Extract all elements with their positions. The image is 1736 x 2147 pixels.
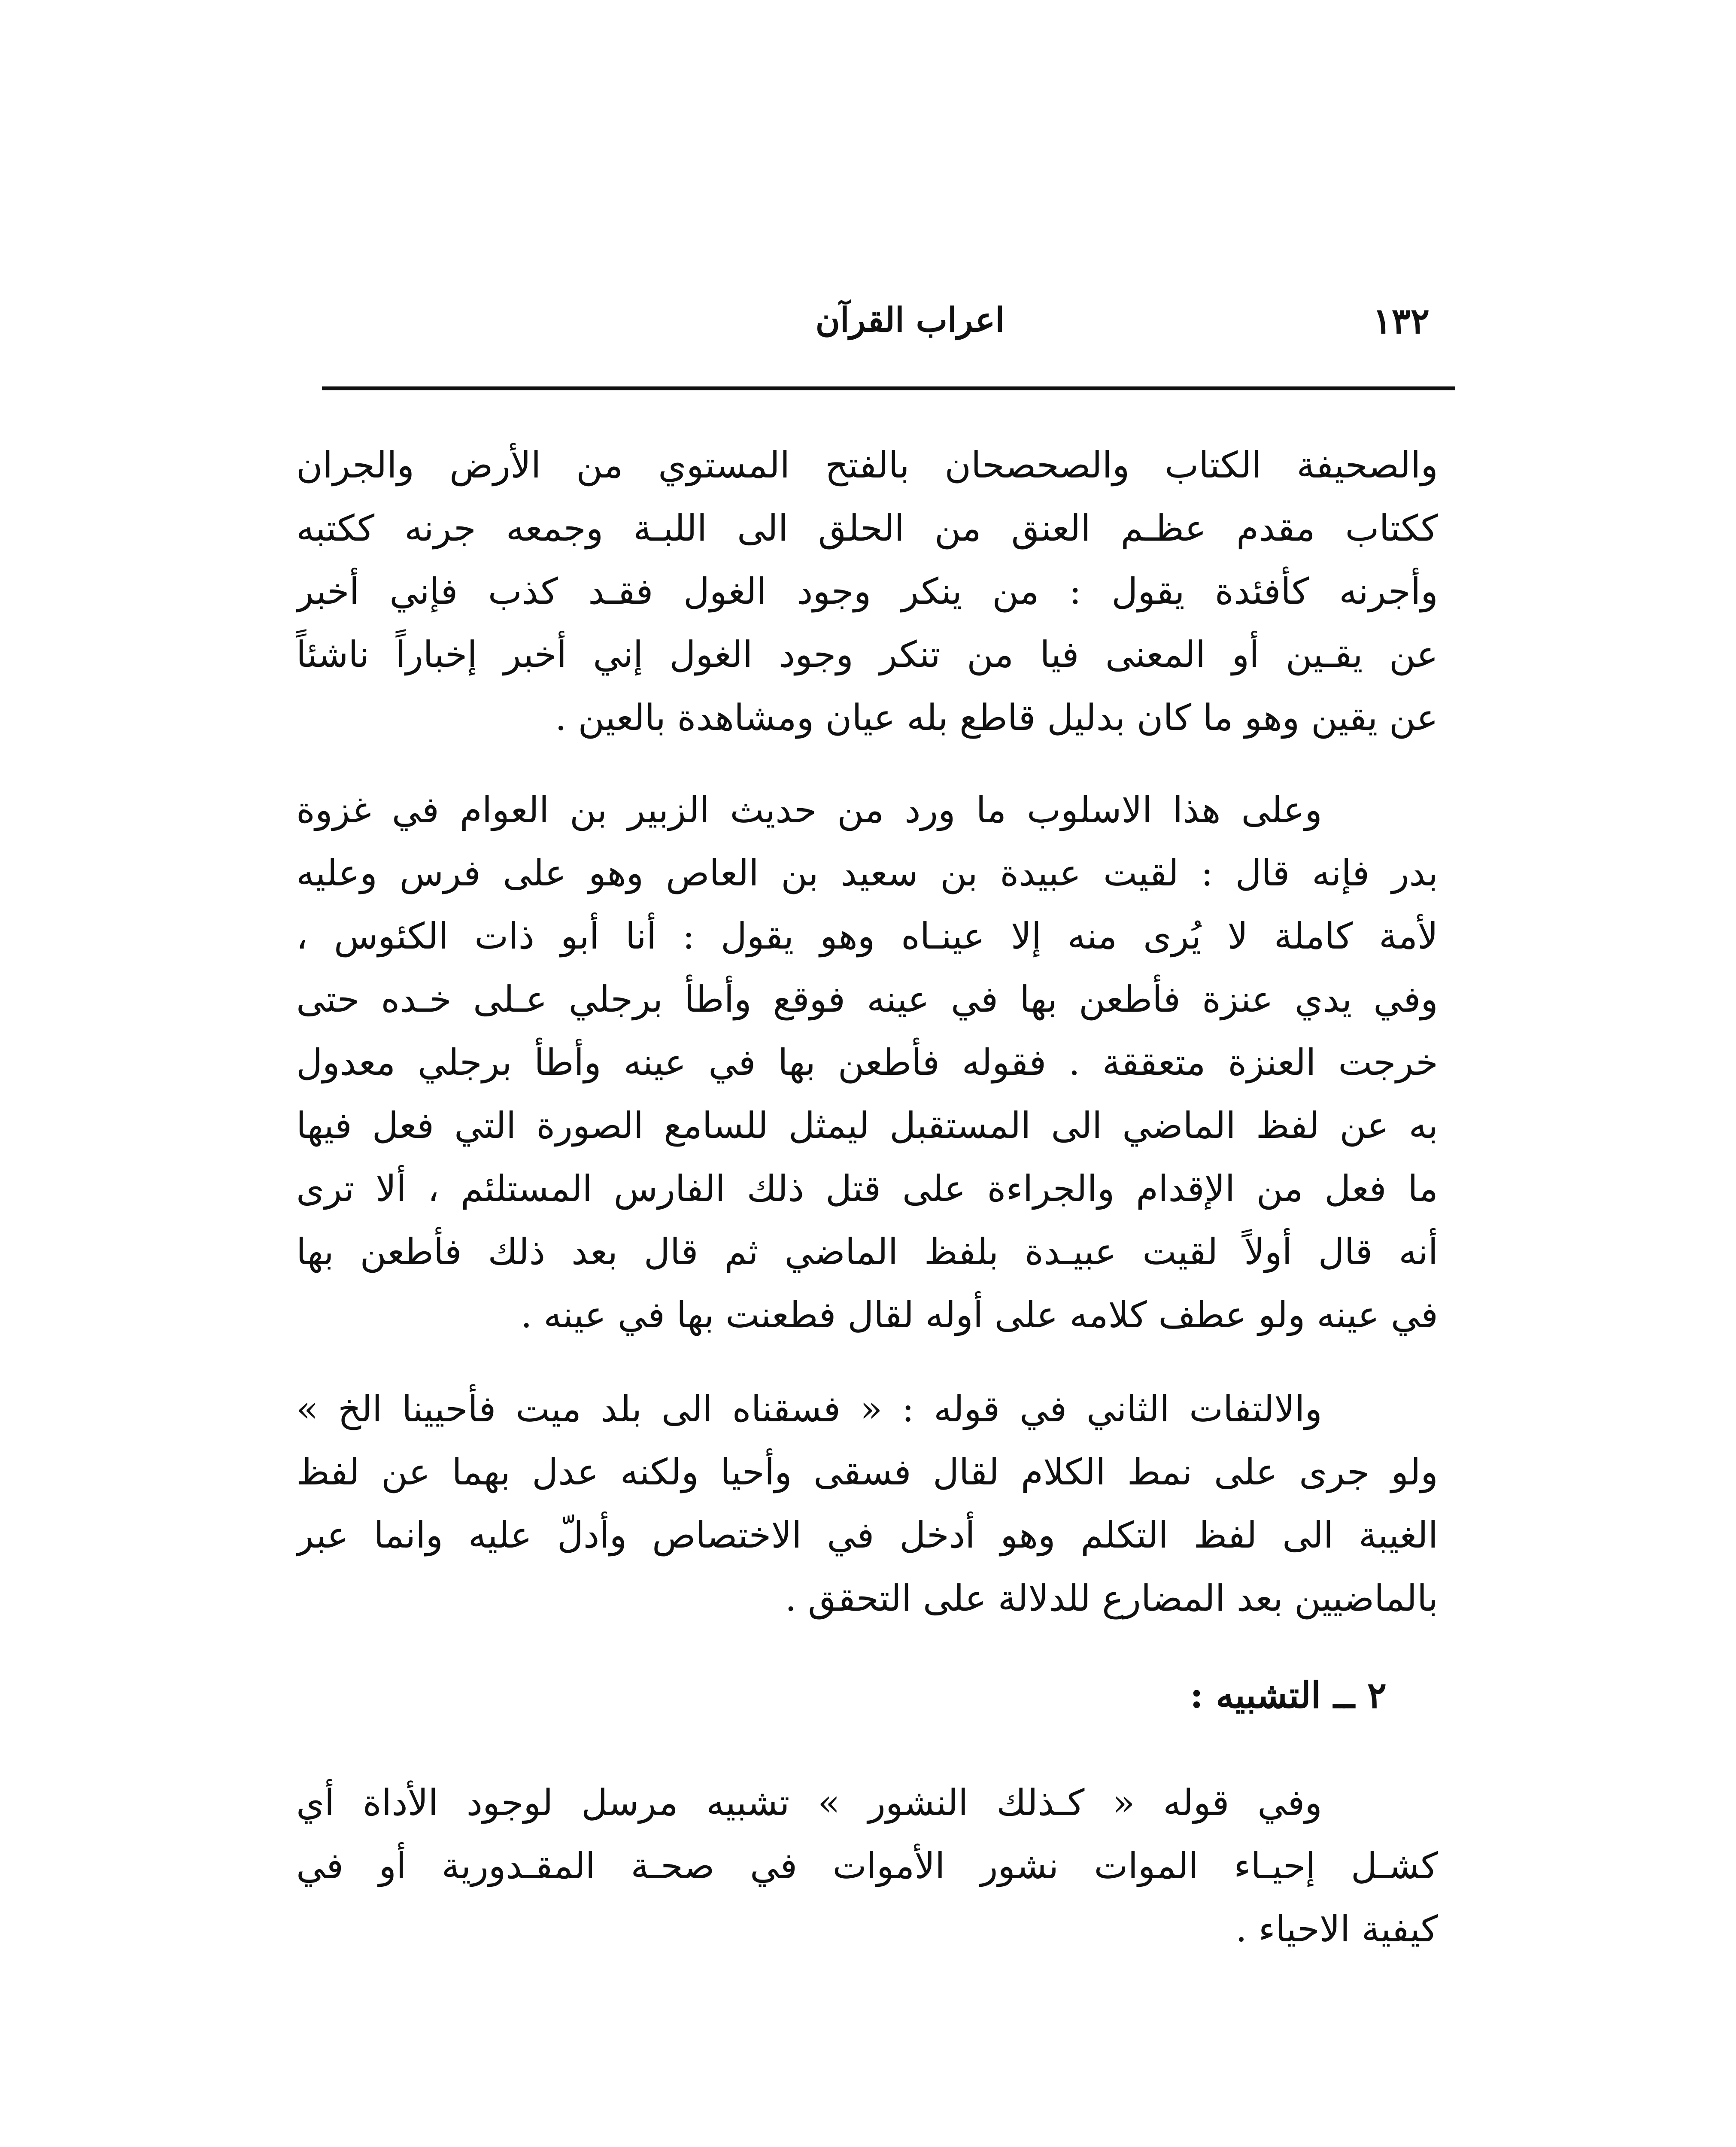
running-title: اعراب القرآن [815,301,1005,340]
text-line: ما فعل من الإقدام والجراءة على قتل ذلك الفارس المستلئم ، ألا ترى [296,1168,1438,1210]
paragraph-zubair-hadith [296,779,1438,1347]
paragraph-definitions [296,434,1438,749]
text-line: لأمة كاملة لا يُرى منه إلا عينـاه وهو يقول : أنا أبو ذات الكئوس ، [296,915,1438,957]
text-line: في عينه ولو عطف كلامه على أوله لقال فطعنت بها في عينه . [520,1294,1438,1336]
header-divider [322,386,1455,390]
text-line: بالماضيين بعد المضارع للدلالة على التحقق . [785,1577,1438,1619]
text-line: وفي يدي عنزة فأطعن بها في عينه فوقع وأطأ برجلي عـلى خـده حتى [296,978,1438,1020]
text-line: عن يقـين أو المعنى فيا من تنكر وجود الغول إني أخبر إخباراً ناشئاً [296,633,1438,675]
text-line: ككتاب مقدم عظـم العنق من الحلق الى اللبـة وجمعه جرنه ككتبه [296,507,1438,549]
text-line: والصحيفة الكتاب والصحصحان بالفتح المستوي من الأرض والجران [296,444,1438,486]
text-line: وفي قوله « كـذلك النشور » تشبيه مرسل لوجود الأداة أي [296,1782,1322,1824]
text-line: الغيبة الى لفظ التكلم وهو أدخل في الاختصاص وأدلّ عليه وانما عبر [296,1514,1438,1556]
paragraph-second-iltifat [296,1378,1438,1630]
text-line: عن يقين وهو ما كان بدليل قاطع بله عيان ومشاهدة بالعين . [555,696,1438,739]
paragraph-tashbih [296,1771,1438,1961]
page-header [322,301,1429,356]
text-line: أنه قال أولاً لقيت عبيـدة بلفظ الماضي ثم قال بعد ذلك فأطعن بها [296,1231,1438,1273]
text-line: بدر فإنه قال : لقيت عبيدة بن سعيد بن العاص وهو على فرس وعليه [296,852,1438,894]
text-line: وعلى هذا الاسلوب ما ورد من حديث الزبير بن العوام في غزوة [296,789,1322,831]
text-line: ولو جرى على نمط الكلام لقال فسقى وأحيا ولكنه عدل بهما عن لفظ [296,1451,1438,1493]
text-line: وأجرنه كأفئدة يقول : من ينكر وجود الغول فقـد كذب فإني أخبر [296,570,1438,612]
body-text [296,434,1438,1961]
text-line: به عن لفظ الماضي الى المستقبل ليمثل للسامع الصورة التي فعل فيها [296,1104,1438,1146]
page-number: ١٣٢ [1372,301,1429,342]
text-line: خرجت العنزة متعققة . فقوله فأطعن بها في عينه وأطأ برجلي معدول [296,1041,1438,1083]
section-heading: ٢ ــ التشبيه : [1190,1674,1387,1716]
text-line: كيفية الاحياء . [1235,1908,1438,1950]
document-page [296,0,1455,2147]
text-line: والالتفات الثاني في قوله : « فسقناه الى بلد ميت فأحيينا الخ » [296,1388,1322,1430]
text-line: كشـل إحيـاء الموات نشور الأموات في صحـة المقـدورية أو في [296,1845,1438,1887]
